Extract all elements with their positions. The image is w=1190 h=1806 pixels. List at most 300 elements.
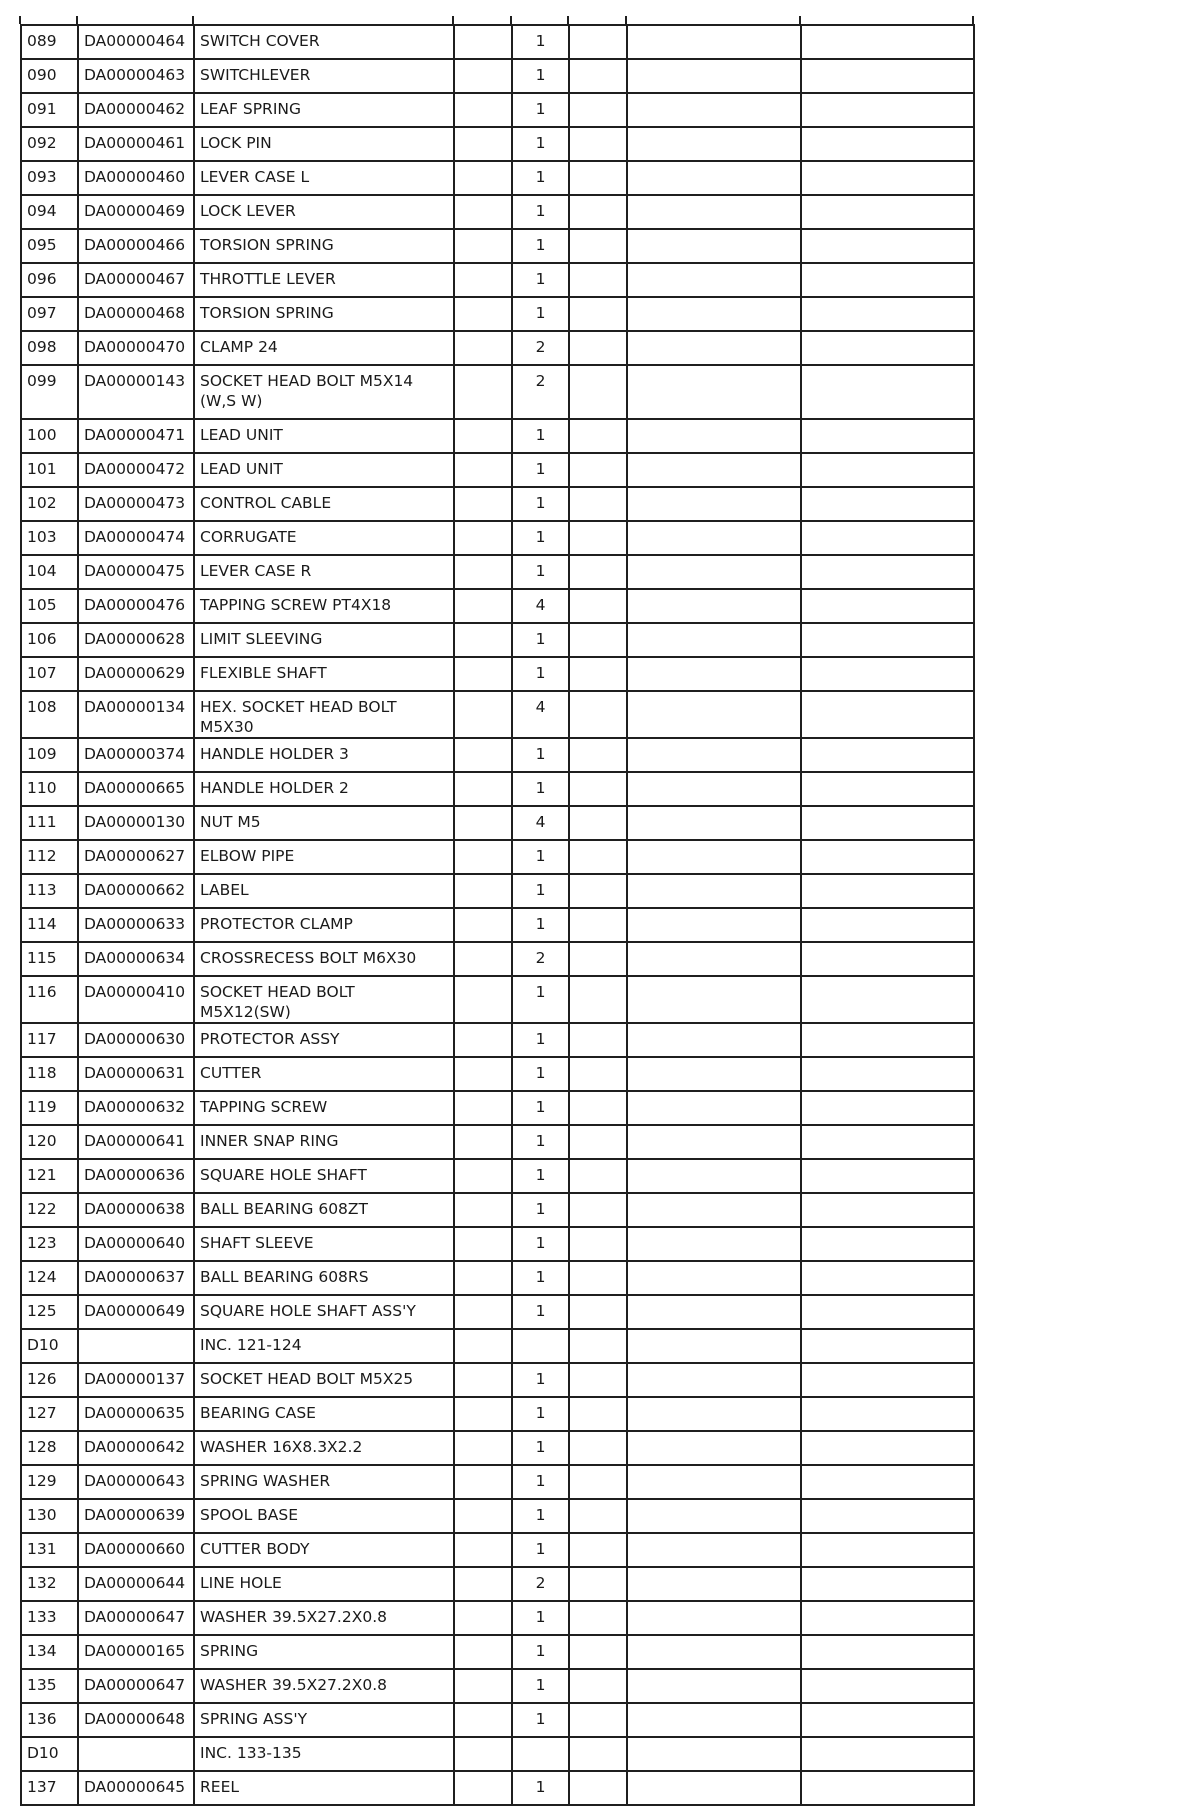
quantity-cell: 1 [512,419,569,453]
part-number-cell: DA00000640 [78,1227,194,1261]
empty-cell [454,1703,512,1737]
description-cell: SOCKET HEAD BOLT M5X14 (W,S W) [194,365,454,419]
empty-cell [627,1091,801,1125]
table-row [21,331,974,365]
empty-cell [627,1669,801,1703]
empty-cell [569,1023,627,1057]
empty-cell [569,1227,627,1261]
description-cell: CROSSRECESS BOLT M6X30 [194,942,454,976]
empty-cell [627,657,801,691]
description-cell: NUT M5 [194,806,454,840]
empty-cell [627,942,801,976]
empty-cell [454,521,512,555]
empty-cell [569,1703,627,1737]
column-border-stub [76,16,78,24]
table-row [21,589,974,623]
description-cell: LEAF SPRING [194,93,454,127]
item-number-cell: D10 [21,1737,78,1771]
item-number-cell: 104 [21,555,78,589]
empty-cell [801,589,974,623]
empty-cell [569,419,627,453]
description-cell: TAPPING SCREW [194,1091,454,1125]
item-number-cell: 094 [21,195,78,229]
empty-cell [627,738,801,772]
empty-cell [569,1295,627,1329]
empty-cell [801,1499,974,1533]
description-cell: WASHER 16X8.3X2.2 [194,1431,454,1465]
quantity-cell: 1 [512,772,569,806]
quantity-cell: 1 [512,1533,569,1567]
part-number-cell: DA00000639 [78,1499,194,1533]
empty-cell [454,1737,512,1771]
part-number-cell: DA00000627 [78,840,194,874]
empty-cell [627,419,801,453]
empty-cell [801,840,974,874]
empty-cell [454,691,512,738]
description-cell: SPRING WASHER [194,1465,454,1499]
quantity-cell: 1 [512,1193,569,1227]
part-number-cell: DA00000475 [78,555,194,589]
quantity-cell: 1 [512,555,569,589]
empty-cell [627,1431,801,1465]
item-number-cell: 119 [21,1091,78,1125]
item-number-cell: 095 [21,229,78,263]
part-number-cell: DA00000647 [78,1601,194,1635]
table-row [21,1737,974,1771]
description-cell: ELBOW PIPE [194,840,454,874]
quantity-cell: 4 [512,589,569,623]
empty-cell [454,874,512,908]
empty-cell [627,1465,801,1499]
empty-cell [569,229,627,263]
description-cell: SHAFT SLEEVE [194,1227,454,1261]
empty-cell [627,521,801,555]
empty-cell [627,1261,801,1295]
empty-cell [569,1771,627,1805]
table-row [21,976,974,1023]
table-row [21,874,974,908]
description-cell: SWITCH COVER [194,25,454,59]
table-row [21,195,974,229]
quantity-cell: 1 [512,297,569,331]
description-cell: BALL BEARING 608RS [194,1261,454,1295]
empty-cell [454,1295,512,1329]
table-row [21,1601,974,1635]
empty-cell [454,1057,512,1091]
quantity-cell: 1 [512,1125,569,1159]
description-cell: PROTECTOR CLAMP [194,908,454,942]
quantity-cell: 1 [512,59,569,93]
empty-cell [569,840,627,874]
empty-cell [569,297,627,331]
table-row [21,1193,974,1227]
item-number-cell: 089 [21,25,78,59]
empty-cell [627,1499,801,1533]
table-row [21,25,974,59]
empty-cell [569,453,627,487]
part-number-cell: DA00000665 [78,772,194,806]
empty-cell [454,657,512,691]
quantity-cell: 1 [512,840,569,874]
empty-cell [569,25,627,59]
empty-cell [801,1295,974,1329]
empty-cell [569,942,627,976]
description-cell: LEVER CASE L [194,161,454,195]
empty-cell [569,806,627,840]
item-number-cell: 121 [21,1159,78,1193]
empty-cell [627,1363,801,1397]
quantity-cell: 1 [512,976,569,1023]
item-number-cell: 103 [21,521,78,555]
empty-cell [569,93,627,127]
empty-cell [569,1431,627,1465]
part-number-cell: DA00000636 [78,1159,194,1193]
part-number-cell: DA00000476 [78,589,194,623]
empty-cell [569,1091,627,1125]
description-cell: SQUARE HOLE SHAFT ASS'Y [194,1295,454,1329]
part-number-cell: DA00000468 [78,297,194,331]
quantity-cell: 1 [512,657,569,691]
empty-cell [454,453,512,487]
quantity-cell: 1 [512,1669,569,1703]
quantity-cell: 1 [512,1771,569,1805]
description-cell: LOCK PIN [194,127,454,161]
table-row [21,1261,974,1295]
table-row [21,1295,974,1329]
empty-cell [569,908,627,942]
empty-cell [569,127,627,161]
empty-cell [801,691,974,738]
empty-cell [627,1295,801,1329]
description-cell: LINE HOLE [194,1567,454,1601]
description-cell: SPOOL BASE [194,1499,454,1533]
empty-cell [569,1737,627,1771]
quantity-cell: 1 [512,25,569,59]
quantity-cell: 1 [512,1397,569,1431]
empty-cell [454,908,512,942]
empty-cell [627,487,801,521]
empty-cell [454,263,512,297]
item-number-cell: 117 [21,1023,78,1057]
quantity-cell: 1 [512,93,569,127]
quantity-cell: 1 [512,1295,569,1329]
description-cell: THROTTLE LEVER [194,263,454,297]
empty-cell [627,331,801,365]
table-row [21,623,974,657]
item-number-cell: 096 [21,263,78,297]
empty-cell [454,1363,512,1397]
description-cell: CUTTER BODY [194,1533,454,1567]
item-number-cell: 125 [21,1295,78,1329]
empty-cell [801,1669,974,1703]
empty-cell [801,1363,974,1397]
empty-cell [454,1465,512,1499]
empty-cell [801,1601,974,1635]
empty-cell [569,1567,627,1601]
item-number-cell: 108 [21,691,78,738]
empty-cell [801,1227,974,1261]
empty-cell [627,691,801,738]
quantity-cell: 1 [512,1159,569,1193]
empty-cell [454,1193,512,1227]
column-border-stub [192,16,194,24]
part-number-cell: DA00000165 [78,1635,194,1669]
empty-cell [454,487,512,521]
quantity-cell: 1 [512,127,569,161]
table-row [21,1465,974,1499]
empty-cell [454,555,512,589]
description-cell: HANDLE HOLDER 2 [194,772,454,806]
item-number-cell: 133 [21,1601,78,1635]
part-number-cell: DA00000628 [78,623,194,657]
empty-cell [569,555,627,589]
item-number-cell: 098 [21,331,78,365]
part-number-cell: DA00000632 [78,1091,194,1125]
item-number-cell: 120 [21,1125,78,1159]
empty-cell [454,1397,512,1431]
empty-cell [801,521,974,555]
empty-cell [627,1125,801,1159]
empty-cell [569,691,627,738]
item-number-cell: 092 [21,127,78,161]
item-number-cell: 123 [21,1227,78,1261]
item-number-cell: 118 [21,1057,78,1091]
table-row [21,521,974,555]
description-cell: BALL BEARING 608ZT [194,1193,454,1227]
table-row [21,908,974,942]
table-row [21,1057,974,1091]
empty-cell [454,772,512,806]
empty-cell [801,1465,974,1499]
empty-cell [801,908,974,942]
table-row [21,419,974,453]
item-number-cell: 109 [21,738,78,772]
empty-cell [454,1567,512,1601]
item-number-cell: 132 [21,1567,78,1601]
item-number-cell: 090 [21,59,78,93]
quantity-cell: 1 [512,453,569,487]
description-cell: WASHER 39.5X27.2X0.8 [194,1669,454,1703]
empty-cell [569,1329,627,1363]
empty-cell [801,874,974,908]
item-number-cell: 099 [21,365,78,419]
table-row [21,1159,974,1193]
empty-cell [627,1601,801,1635]
empty-cell [801,623,974,657]
table-row [21,555,974,589]
quantity-cell: 1 [512,1261,569,1295]
empty-cell [801,555,974,589]
description-cell: HANDLE HOLDER 3 [194,738,454,772]
table-row [21,1227,974,1261]
quantity-cell: 4 [512,806,569,840]
empty-cell [801,1261,974,1295]
quantity-cell: 1 [512,1601,569,1635]
description-cell: FLEXIBLE SHAFT [194,657,454,691]
empty-cell [801,1533,974,1567]
empty-cell [569,1159,627,1193]
empty-cell [569,487,627,521]
quantity-cell: 1 [512,1091,569,1125]
item-number-cell: 122 [21,1193,78,1227]
item-number-cell: 111 [21,806,78,840]
empty-cell [627,1771,801,1805]
empty-cell [569,1601,627,1635]
description-cell: TORSION SPRING [194,297,454,331]
empty-cell [801,453,974,487]
empty-cell [569,365,627,419]
description-cell: LABEL [194,874,454,908]
part-number-cell: DA00000134 [78,691,194,738]
quantity-cell: 1 [512,161,569,195]
item-number-cell: 110 [21,772,78,806]
part-number-cell: DA00000472 [78,453,194,487]
part-number-cell: DA00000638 [78,1193,194,1227]
table-row [21,93,974,127]
table-row [21,263,974,297]
empty-cell [569,1125,627,1159]
empty-cell [627,623,801,657]
empty-cell [569,976,627,1023]
empty-cell [569,1363,627,1397]
empty-cell [627,1635,801,1669]
part-number-cell: DA00000642 [78,1431,194,1465]
empty-cell [801,1567,974,1601]
empty-cell [801,365,974,419]
part-number-cell: DA00000474 [78,521,194,555]
table-row [21,297,974,331]
empty-cell [627,589,801,623]
quantity-cell: 1 [512,195,569,229]
empty-cell [627,555,801,589]
table-row [21,453,974,487]
empty-cell [454,229,512,263]
empty-cell [801,59,974,93]
empty-cell [454,59,512,93]
part-number-cell: DA00000647 [78,1669,194,1703]
part-number-cell: DA00000644 [78,1567,194,1601]
quantity-cell: 2 [512,365,569,419]
description-cell: CORRUGATE [194,521,454,555]
quantity-cell: 1 [512,263,569,297]
empty-cell [569,1397,627,1431]
empty-cell [569,657,627,691]
column-border-stub [452,16,454,24]
empty-cell [454,1669,512,1703]
empty-cell [627,1193,801,1227]
column-border-stub [625,16,627,24]
empty-cell [569,331,627,365]
empty-cell [801,942,974,976]
table-row [21,1567,974,1601]
empty-cell [569,772,627,806]
quantity-cell: 2 [512,1567,569,1601]
part-number-cell: DA00000471 [78,419,194,453]
empty-cell [801,1125,974,1159]
part-number-cell: DA00000467 [78,263,194,297]
empty-cell [454,1499,512,1533]
empty-cell [454,419,512,453]
part-number-cell: DA00000130 [78,806,194,840]
empty-cell [454,840,512,874]
empty-cell [569,1057,627,1091]
table-row [21,59,974,93]
empty-cell [627,195,801,229]
part-number-cell: DA00000473 [78,487,194,521]
table-row [21,738,974,772]
empty-cell [627,59,801,93]
table-row [21,1771,974,1805]
table-row [21,1533,974,1567]
description-cell: PROTECTOR ASSY [194,1023,454,1057]
description-cell: WASHER 39.5X27.2X0.8 [194,1601,454,1635]
empty-cell [801,657,974,691]
item-number-cell: 136 [21,1703,78,1737]
item-number-cell: 107 [21,657,78,691]
table-row [21,772,974,806]
table-row [21,1669,974,1703]
empty-cell [454,1261,512,1295]
empty-cell [627,840,801,874]
part-number-cell: DA00000631 [78,1057,194,1091]
description-cell: LOCK LEVER [194,195,454,229]
table-row [21,161,974,195]
description-cell: REEL [194,1771,454,1805]
empty-cell [627,229,801,263]
part-number-cell: DA00000469 [78,195,194,229]
quantity-cell [512,1737,569,1771]
empty-cell [454,1091,512,1125]
table-row [21,1329,974,1363]
item-number-cell: 135 [21,1669,78,1703]
empty-cell [454,25,512,59]
table-row [21,1091,974,1125]
table-row [21,1431,974,1465]
empty-cell [801,1737,974,1771]
table-row [21,1703,974,1737]
empty-cell [627,1737,801,1771]
parts-list-table [20,24,975,1806]
empty-cell [627,1057,801,1091]
empty-cell [569,738,627,772]
empty-cell [454,1023,512,1057]
part-number-cell: DA00000662 [78,874,194,908]
empty-cell [801,1091,974,1125]
empty-cell [454,297,512,331]
empty-cell [801,263,974,297]
empty-cell [454,1329,512,1363]
table-row [21,1635,974,1669]
quantity-cell: 1 [512,487,569,521]
empty-cell [801,25,974,59]
empty-cell [627,297,801,331]
table-row [21,1363,974,1397]
empty-cell [801,487,974,521]
item-number-cell: 137 [21,1771,78,1805]
quantity-cell: 1 [512,521,569,555]
empty-cell [801,1057,974,1091]
description-cell: SOCKET HEAD BOLT M5X25 [194,1363,454,1397]
quantity-cell [512,1329,569,1363]
part-number-cell: DA00000143 [78,365,194,419]
part-number-cell: DA00000660 [78,1533,194,1567]
empty-cell [454,806,512,840]
column-border-stub [567,16,569,24]
part-number-cell: DA00000466 [78,229,194,263]
empty-cell [569,263,627,297]
empty-cell [627,25,801,59]
part-number-cell: DA00000649 [78,1295,194,1329]
